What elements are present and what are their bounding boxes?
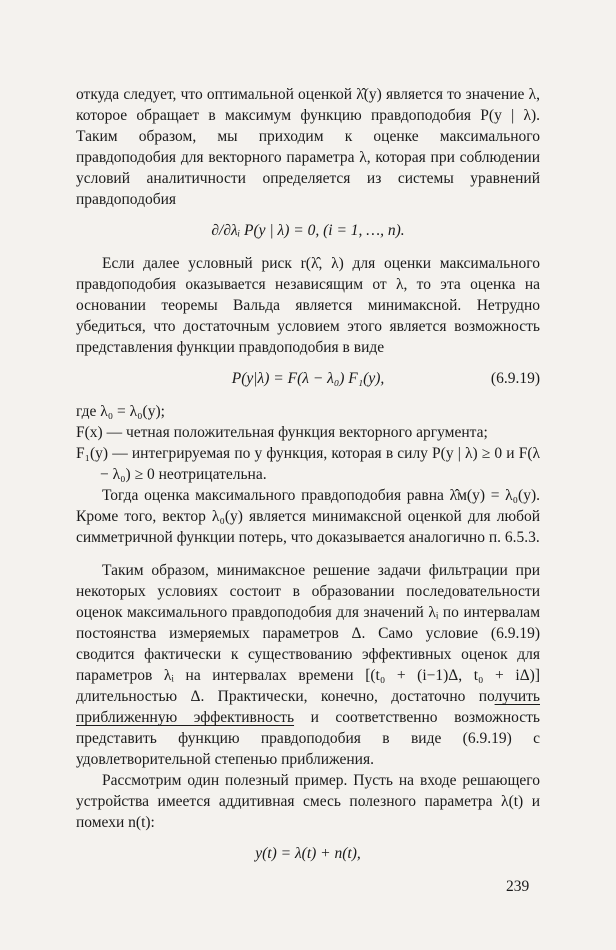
paragraph-3: Тогда оценка максимального правдоподобия равна λ̂м(y) = λ₀(y). Кроме того, вектор λ₀(y) является минимаксной оценкой для любой симметричной функции потерь, что доказывается аналогично п. 6.5.3. bbox=[76, 487, 540, 546]
equation-6-9-19-body: P(y|λ) = F(λ − λ₀) F₁(y), bbox=[231, 370, 385, 387]
equation-number: (6.9.19) bbox=[490, 370, 540, 387]
definition-intro: где λ₀ = λ₀(y); bbox=[76, 403, 165, 420]
equation-6-9-19 bbox=[76, 368, 540, 389]
paragraph-2: Если далее условный риск r(λ̂, λ) для оценки максимального правдоподобия оказывается независящим от λ, то эта оценка на основании теоремы Вальда является минимаксной. Нетрудно убедиться, что достаточным условием этого является возможность представления функции правдоподобия в виде bbox=[76, 255, 540, 356]
paragraph-5: Рассмотрим один полезный пример. Пусть на входе решающего устройства имеется аддитивная смесь полезного параметра λ(t) и помехи n(t): bbox=[76, 772, 540, 831]
page-body bbox=[76, 84, 540, 876]
definition-F: F(x) — четная положительная функция векторного аргумента; bbox=[76, 424, 488, 441]
equation-likelihood: ∂/∂λᵢ P(y | λ) = 0, (i = 1, …, n). bbox=[211, 222, 405, 239]
paragraph-1: откуда следует, что оптимальной оценкой λ̂(y) является то значение λ, которое обращает в максимум функцию правдоподобия P(y | λ). Таким образом, мы приходим к оценке максимального правдоподобия для векторного параметра λ, которая при соблюдении условий аналитичности определяется из системы уравнений правдоподобия bbox=[76, 86, 540, 208]
underlined-phrase: лучить приближенную эффективность bbox=[76, 688, 540, 726]
paragraph-4 bbox=[76, 560, 540, 770]
definition-F1: F₁(y) — интегрируемая по y функция, которая в силу P(y | λ) ≥ 0 и F(λ − λ₀) ≥ 0 неотрицательна. bbox=[76, 445, 540, 483]
equation-additive-mixture: y(t) = λ(t) + n(t), bbox=[255, 845, 361, 862]
page-number: 239 bbox=[506, 878, 530, 895]
paragraph-4-part-a: Таким образом, минимаксное решение задачи фильтрации при некоторых условиях состоит в образовании последовательности оценок максимального правдоподобия для значений λᵢ по интервалам постоянства измеряемых параметров Δ. Само условие (6.9.19) сводится фактически к существованию эффективных оценок для параметров λᵢ на интервалах времени [(t₀ + (i−1)Δ, t₀ + iΔ)] длительностью Δ. Практически, конечно, достаточно по bbox=[76, 562, 540, 705]
paragraph-4-part-b: и соответственно возможность представить функцию правдоподобия в виде (6.9.19) с удовлетворительной степенью приближения. bbox=[76, 709, 540, 768]
definitions bbox=[76, 401, 540, 485]
